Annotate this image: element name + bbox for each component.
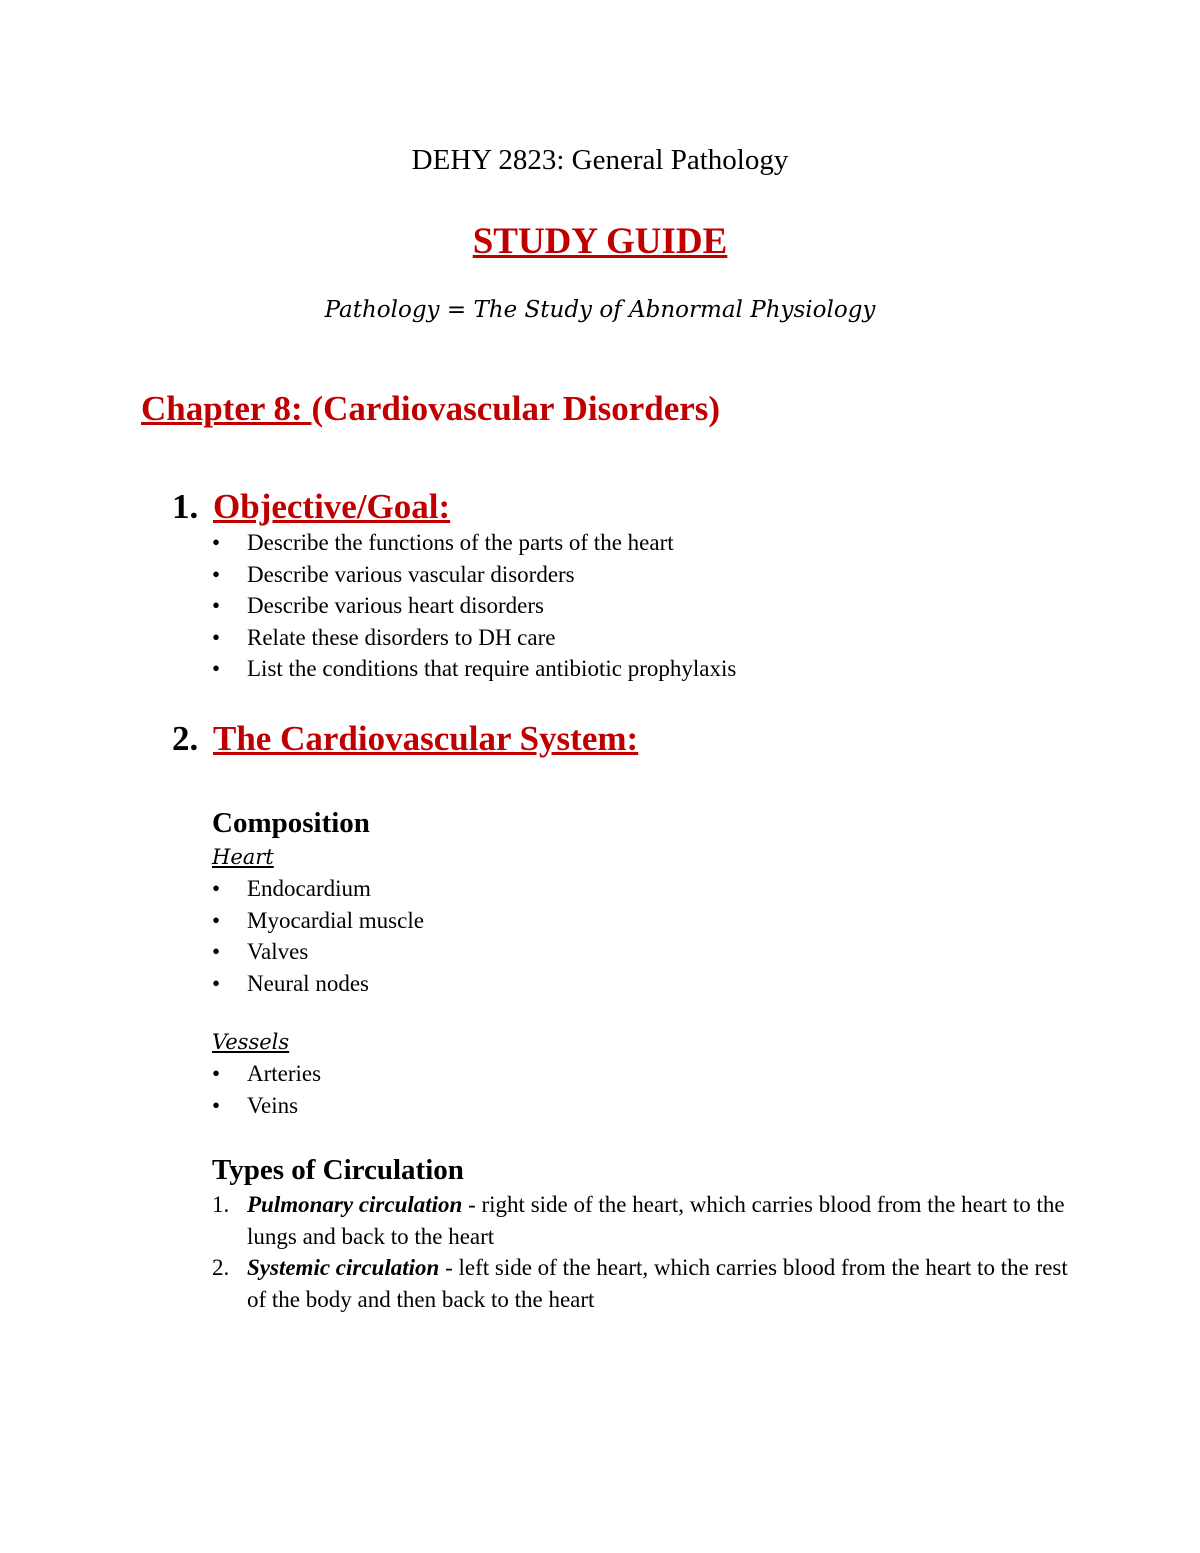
section-number: 2.: [172, 719, 199, 758]
bullet-icon: •: [212, 1092, 221, 1118]
objective-list: [212, 527, 736, 685]
bullet-icon: •: [212, 876, 221, 901]
list-item: • Veins: [212, 1090, 321, 1122]
bullet-icon: •: [212, 970, 221, 996]
circulation-description: - left side of the heart, which carries blood from the heart to the rest of the body and then back to the heart: [247, 1255, 1068, 1312]
bullet-icon: •: [212, 656, 221, 681]
chapter-name: (Cardiovascular Disorders): [311, 389, 721, 428]
vessels-list: [212, 1058, 321, 1121]
list-item: • List the conditions that require antibiotic prophylaxis: [212, 653, 736, 685]
bullet-icon: •: [212, 530, 221, 555]
bullet-icon: •: [212, 939, 221, 964]
list-item: • Relate these disorders to DH care: [212, 622, 736, 654]
bullet-icon: •: [212, 907, 221, 933]
list-item: • Describe the functions of the parts of the heart: [212, 527, 736, 559]
item-number: 1.: [212, 1192, 230, 1217]
course-title: DEHY 2823: General Pathology: [411, 144, 789, 176]
circulation-list: [212, 1189, 1072, 1315]
bullet-icon: •: [212, 624, 221, 650]
bullet-icon: •: [212, 561, 221, 587]
list-item: • Endocardium: [212, 873, 424, 905]
composition-heading: Composition: [212, 807, 370, 839]
circulation-heading: Types of Circulation: [212, 1154, 464, 1186]
heart-list: [212, 873, 424, 999]
pathology-definition: Pathology = The Study of Abnormal Physiology: [324, 297, 876, 323]
circulation-term: Pulmonary circulation: [247, 1192, 463, 1217]
bullet-icon: •: [212, 1061, 221, 1086]
section-cardiovascular-heading: [172, 716, 638, 762]
chapter-prefix: Chapter 8:: [141, 389, 312, 428]
item-number: 2.: [212, 1255, 230, 1280]
chapter-heading: [141, 386, 720, 432]
list-item: [212, 1252, 1072, 1315]
vessels-label: Vessels: [212, 1030, 290, 1054]
study-guide-title: STUDY GUIDE: [472, 221, 728, 262]
heart-label: Heart: [212, 845, 274, 869]
circulation-term: Systemic circulation: [247, 1255, 440, 1280]
bullet-icon: •: [212, 593, 221, 618]
list-item: • Arteries: [212, 1058, 321, 1090]
list-item: • Neural nodes: [212, 968, 424, 1000]
section-objective-heading: [172, 484, 450, 530]
section-number: 1.: [172, 487, 199, 526]
circulation-description: - right side of the heart, which carries blood from the heart to the lungs and back to the heart: [247, 1192, 1065, 1249]
list-item: • Describe various vascular disorders: [212, 559, 736, 591]
list-item: • Valves: [212, 936, 424, 968]
list-item: • Describe various heart disorders: [212, 590, 736, 622]
section-label: The Cardiovascular System:: [213, 719, 639, 758]
list-item: • Myocardial muscle: [212, 905, 424, 937]
section-label: Objective/Goal:: [213, 487, 451, 526]
list-item: [212, 1189, 1072, 1252]
